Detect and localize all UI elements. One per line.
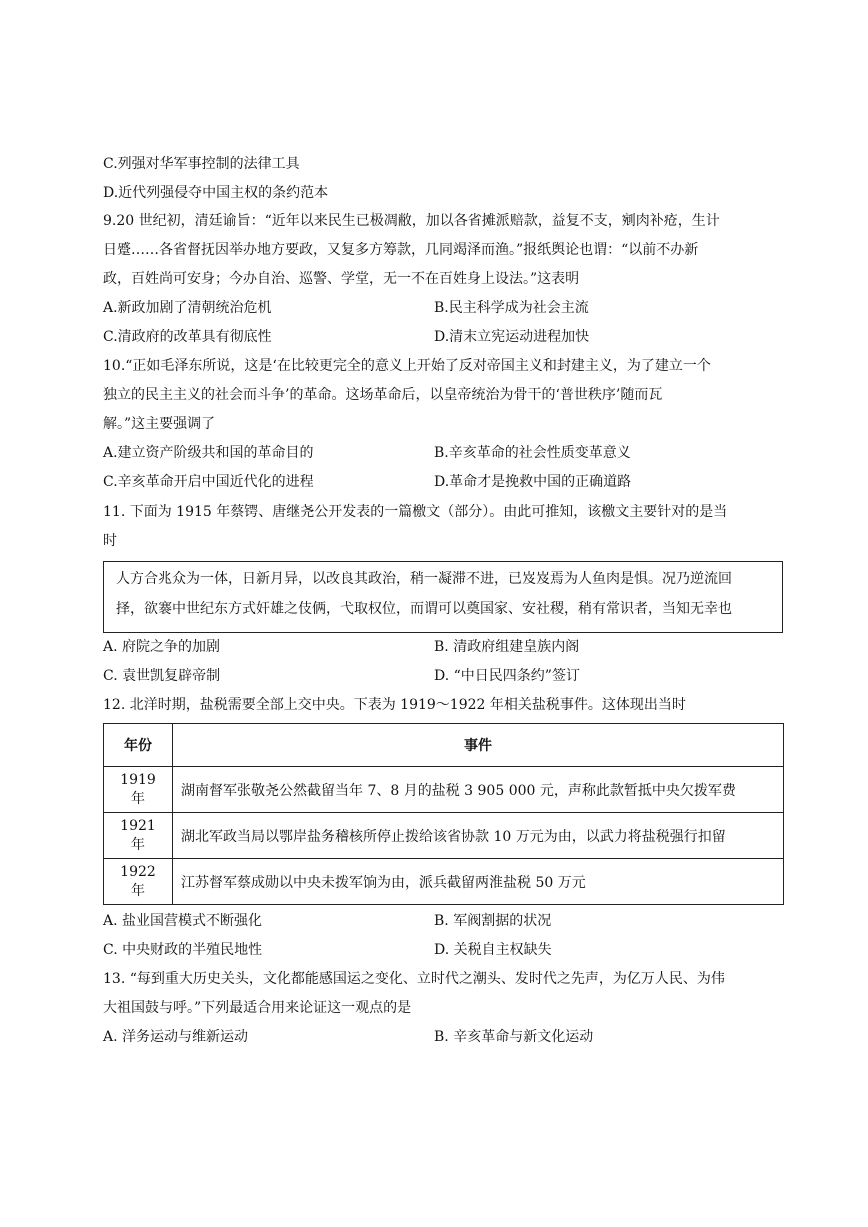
q11-option-c: C. 袁世凯复辟帝制 — [103, 668, 221, 684]
q12-stem: 12. 北洋时期，盐税需要全部上交中央。下表为 1919～1922 年相关盐税事件。这体现出当时 — [103, 697, 686, 713]
table-row — [104, 859, 784, 905]
q10-stem-line-3: 解。”这主要强调了 — [103, 416, 216, 432]
q9-stem-line-3: 政，百姓尚可安身；今办自治、巡警、学堂，无一不在百姓身上设法。”这表明 — [103, 271, 580, 287]
q9-stem-line-2: 日蹙……各省督抚因举办地方要政，又复多方筹款，几同竭泽而渔。”报纸舆论也谓：“以前不办新 — [103, 242, 699, 258]
table-header-row — [104, 724, 784, 767]
q10-option-d: D.革命才是挽救中国的正确道路 — [434, 474, 632, 490]
cell-event: 江苏督军蔡成勋以中央未拨军饷为由，派兵截留两淮盐税 50 万元 — [173, 859, 784, 905]
q13-stem-line-2: 大祖国鼓与呼。”下列最适合用来论证这一观点的是 — [103, 1000, 412, 1016]
cell-year: 1922 年 — [104, 859, 173, 905]
cell-event: 湖南督军张敬尧公然截留当年 7、8 月的盐税 3 905 000 元，声称此款暂抵中央欠拨军费 — [173, 767, 784, 813]
q8-option-c: C.列强对华军事控制的法律工具 — [103, 156, 300, 172]
q9-option-b: B.民主科学成为社会主流 — [434, 300, 589, 316]
q10-stem-line-2: 独立的民主主义的社会而斗争’的革命。这场革命后，以皇帝统治为骨干的‘普世秩序’随而瓦 — [103, 387, 663, 403]
q9-stem-line-1: 9.20 世纪初，清廷谕旨：“近年以来民生已极凋敝，加以各省摊派赔款，益复不支，剜肉补疮，生计 — [103, 213, 720, 229]
q10-stem-line-1: 10.“正如毛泽东所说，这是‘在比较更完全的意义上开始了反对帝国主义和封建主义，为了建立一个 — [103, 358, 711, 374]
cell-year: 1919 年 — [104, 767, 173, 813]
q12-option-d: D. 关税自主权缺失 — [434, 942, 552, 958]
q11-quote-line-1: 人方合兆众为一体，日新月异，以改良其政治，稍一凝滞不进，已岌岌焉为人鱼肉是惧。况乃逆流回 — [116, 571, 732, 587]
q11-quote-line-2: 择，欲褰中世纪东方式奸雄之伎俩，弋取权位，而谓可以奠国家、安社稷，稍有常识者，当知无幸也 — [116, 601, 732, 617]
q11-quote-box — [103, 561, 783, 633]
cell-event: 湖北军政当局以鄂岸盐务稽核所停止拨给该省协款 10 万元为由，以武力将盐税强行扣留 — [173, 813, 784, 859]
q12-option-c: C. 中央财政的半殖民地性 — [103, 942, 263, 958]
q11-stem-line-1: 11. 下面为 1915 年蔡锷、唐继尧公开发表的一篇檄文（部分）。由此可推知，该檄文主要针对的是当 — [103, 504, 728, 520]
q13-stem-line-1: 13. “每到重大历史关头，文化都能感国运之变化、立时代之潮头、发时代之先声，为亿万人民、为伟 — [103, 971, 725, 987]
table-row — [104, 813, 784, 859]
header-event: 事件 — [173, 724, 784, 767]
q9-option-d: D.清末立宪运动进程加快 — [434, 329, 590, 345]
q9-option-a: A.新政加剧了清朝统治危机 — [103, 300, 272, 316]
cell-year: 1921 年 — [104, 813, 173, 859]
q11-stem-line-2: 时 — [103, 533, 117, 549]
q12-option-b: B. 军阀割据的状况 — [434, 913, 552, 929]
table-row — [104, 767, 784, 813]
salt-tax-events-table — [103, 723, 784, 905]
q10-option-a: A.建立资产阶级共和国的革命目的 — [103, 445, 314, 461]
header-year: 年份 — [104, 724, 173, 767]
q10-option-c: C.辛亥革命开启中国近代化的进程 — [103, 474, 314, 490]
q9-option-c: C.清政府的改革具有彻底性 — [103, 329, 272, 345]
q11-option-b: B. 清政府组建皇族内阁 — [434, 639, 580, 655]
q13-option-a: A. 洋务运动与维新运动 — [103, 1029, 249, 1045]
q12-option-a: A. 盐业国营模式不断强化 — [103, 913, 263, 929]
q8-option-d: D.近代列强侵夺中国主权的条约范本 — [103, 185, 329, 201]
q10-option-b: B.辛亥革命的社会性质变革意义 — [434, 445, 631, 461]
q11-option-a: A. 府院之争的加剧 — [103, 639, 221, 655]
q13-option-b: B. 辛亥革命与新文化运动 — [434, 1029, 594, 1045]
q11-option-d: D. “中日民四条约”签订 — [434, 668, 580, 684]
